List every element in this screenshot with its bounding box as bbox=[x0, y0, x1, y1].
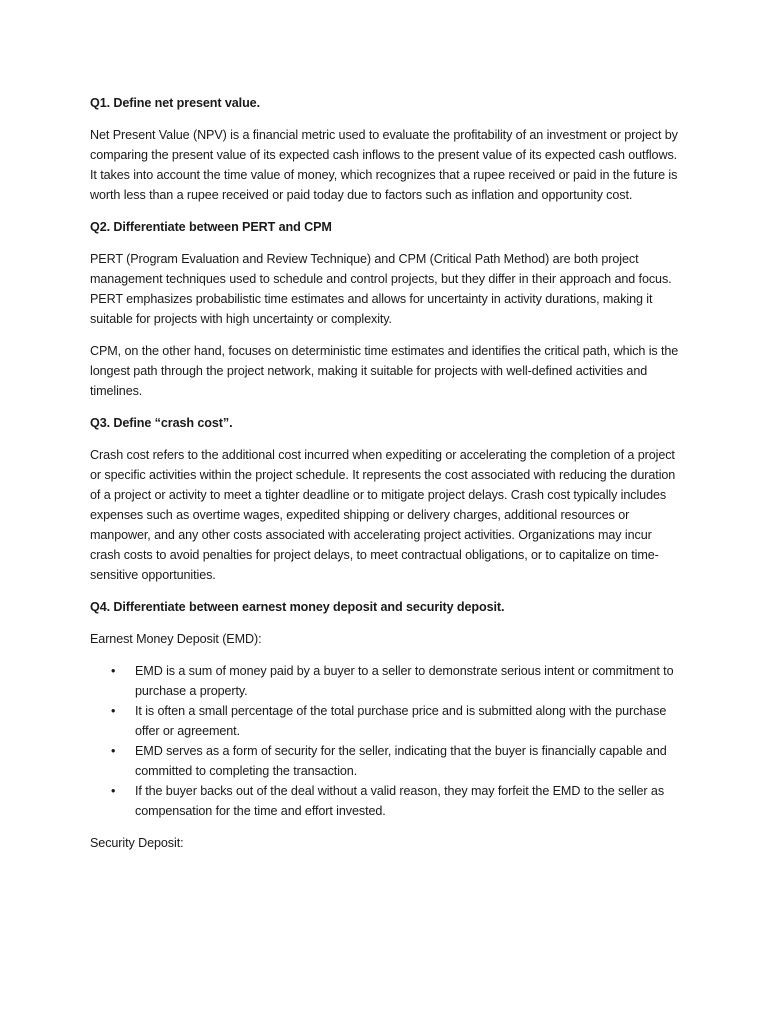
q4-heading: Q4. Differentiate between earnest money deposit and security deposit. bbox=[90, 600, 505, 614]
list-item bbox=[90, 741, 682, 781]
list-item-text: EMD serves as a form of security for the seller, indicating that the buyer is financially capable and committed to completing the transaction. bbox=[135, 744, 667, 778]
q2-heading: Q2. Differentiate between PERT and CPM bbox=[90, 220, 332, 234]
emd-label: Earnest Money Deposit (EMD): bbox=[90, 632, 262, 646]
list-item-text: If the buyer backs out of the deal without a valid reason, they may forfeit the EMD to the seller as compensation for the time and effort invested. bbox=[135, 784, 665, 818]
list-item bbox=[90, 701, 682, 741]
q2-answer-paragraph-1: PERT (Program Evaluation and Review Technique) and CPM (Critical Path Method) are both project management techniques used to schedule and control projects, but they differ in their approach and focus. PERT emphasizes probabilistic time estimates and allows for uncertainty in activity durations, making it suitable for projects with high uncertainty or complexity. bbox=[90, 252, 672, 326]
q3-heading: Q3. Define “crash cost”. bbox=[90, 416, 233, 430]
q1-heading: Q1. Define net present value. bbox=[90, 96, 260, 110]
list-item-text: It is often a small percentage of the total purchase price and is submitted along with the purchase offer or agreement. bbox=[135, 704, 667, 738]
bullet-icon: • bbox=[111, 664, 116, 678]
list-item-text: EMD is a sum of money paid by a buyer to a seller to demonstrate serious intent or commitment to purchase a property. bbox=[135, 664, 674, 698]
bullet-icon: • bbox=[111, 704, 116, 718]
q3-answer: Crash cost refers to the additional cost incurred when expediting or accelerating the completion of a project or specific activities within the project schedule. It represents the cost associated with reducing the duration of a project or activity to meet a tighter deadline or to mitigate project delays. Crash cost typically includes expenses such as overtime wages, expedited shipping or delivery charges, additional resources or manpower, and any other costs associated with accelerating project activities. Organizations may incur crash costs to avoid penalties for project delays, to meet contractual obligations, or to capitalize on time-sensitive opportunities. bbox=[90, 448, 676, 582]
security-deposit-label: Security Deposit: bbox=[90, 836, 184, 850]
list-item bbox=[90, 661, 682, 701]
q1-answer: Net Present Value (NPV) is a financial metric used to evaluate the profitability of an investment or project by comparing the present value of its expected cash inflows to the present value of its expected cash outflows. It takes into account the time value of money, which recognizes that a rupee received or paid in the future is worth less than a rupee received or paid today due to factors such as inflation and opportunity cost. bbox=[90, 128, 678, 202]
emd-bullet-list bbox=[90, 661, 682, 821]
bullet-icon: • bbox=[111, 744, 116, 758]
list-item bbox=[90, 781, 682, 821]
bullet-icon: • bbox=[111, 784, 116, 798]
document-page bbox=[90, 93, 682, 865]
q2-answer-paragraph-2: CPM, on the other hand, focuses on deterministic time estimates and identifies the critical path, which is the longest path through the project network, making it suitable for projects with well-defined activities and timelines. bbox=[90, 344, 679, 398]
